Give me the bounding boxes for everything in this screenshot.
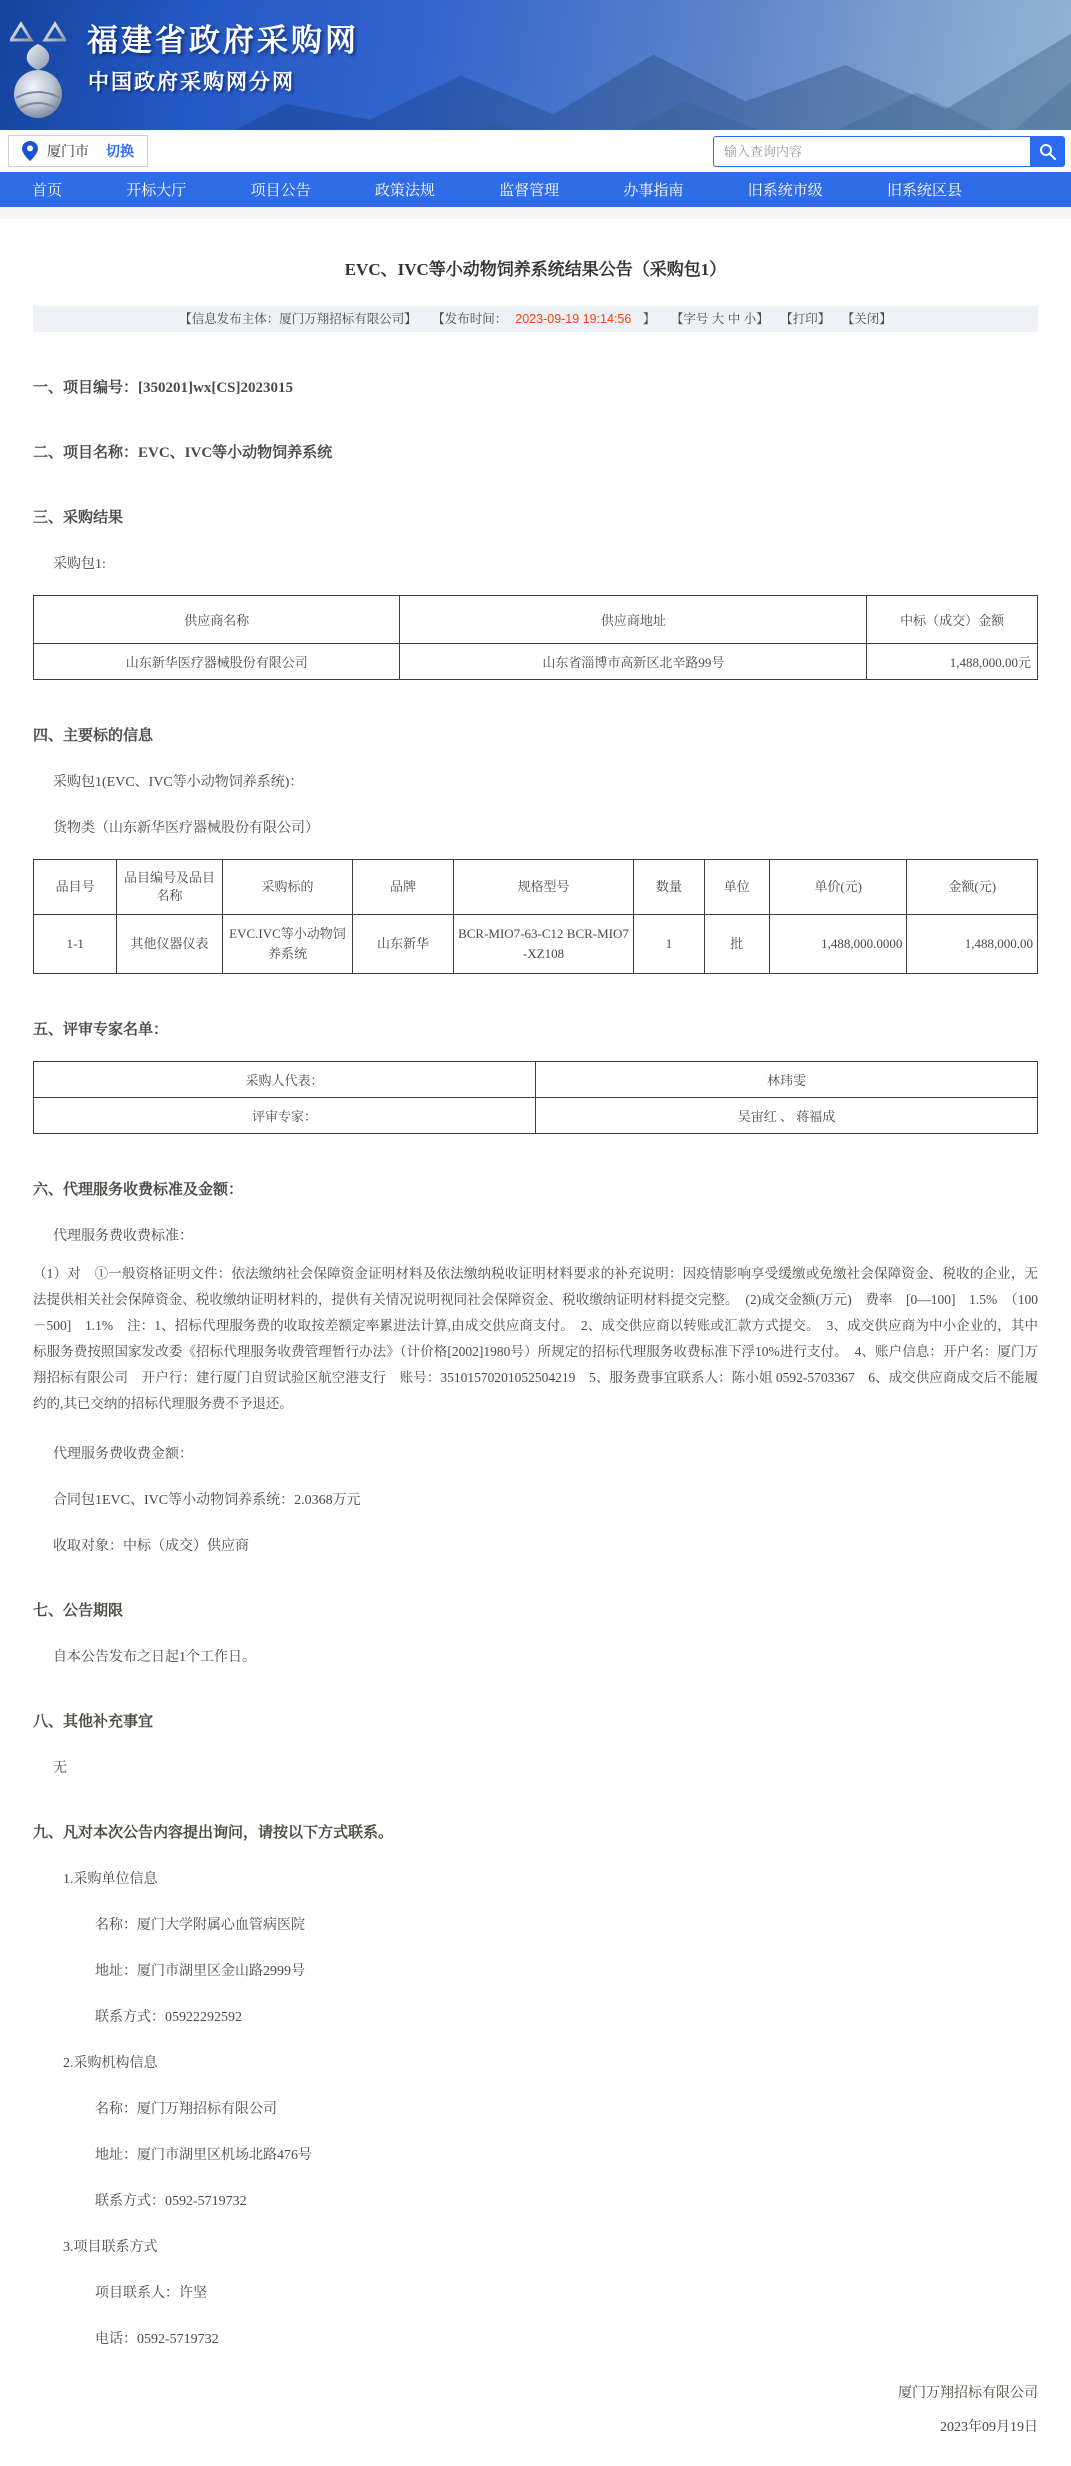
section-3-heading: 三、采购结果 — [33, 510, 124, 526]
print-button[interactable]: 【打印】 — [780, 312, 831, 326]
supplier-name-cell: 山东新华医疗器械股份有限公司 — [34, 644, 400, 680]
col-item-code-name: 品目编号及品目名称 — [117, 860, 222, 915]
contact-line: 地址：厦门市湖里区金山路2999号 — [95, 1964, 305, 1979]
subnav-strip — [0, 207, 1071, 219]
table-row — [34, 915, 1038, 974]
fee-amount-label: 代理服务费收费金额： — [53, 1447, 193, 1462]
signature-date: 2023年09月19日 — [940, 2420, 1038, 2435]
nav-item-bid-opening-hall[interactable]: 开标大厅 — [126, 182, 187, 199]
table-header-row — [34, 860, 1038, 915]
page-title: EVC、IVC等小动物饲养系统结果公告（采购包1） — [344, 260, 727, 279]
nav-item-supervision[interactable]: 监督管理 — [499, 182, 560, 199]
main-navigation — [0, 172, 1071, 207]
item-code-name-cell: 其他仪器仪表 — [117, 915, 222, 974]
close-button[interactable]: 【关闭】 — [841, 312, 892, 326]
section-7-heading: 七、公告期限 — [33, 1603, 124, 1619]
table-row — [34, 1062, 1038, 1098]
section-2-project-name: 二、项目名称：EVC、IVC等小动物饲养系统 — [33, 445, 333, 461]
purchaser-rep-label-cell: 采购人代表： — [34, 1062, 536, 1098]
table-header-row — [34, 596, 1038, 644]
scales-emblem-icon — [10, 6, 66, 126]
current-city-label: 厦门市 — [47, 143, 89, 159]
location-selector — [8, 135, 148, 167]
publisher-label: 【信息发布主体：厦门万翔招标有限公司】 — [179, 312, 417, 326]
table-row — [34, 1098, 1038, 1134]
site-title: 福建省政府采购网 — [87, 23, 359, 58]
col-award-amount: 中标（成交）金额 — [867, 596, 1038, 644]
switch-city-link[interactable]: 切换 — [106, 143, 134, 159]
spec-model-cell: BCR-MIO7-63-C12 BCR-MIO7-XZ108 — [453, 915, 634, 974]
col-brand: 品牌 — [353, 860, 453, 915]
item-no-cell: 1-1 — [34, 915, 117, 974]
nav-item-old-system-district[interactable]: 旧系统区县 — [886, 182, 962, 199]
package-label: 采购包1: — [53, 557, 106, 572]
contact-line: 电话：0592-5719732 — [95, 2332, 219, 2347]
nav-item-home[interactable]: 首页 — [32, 182, 63, 199]
contact-block-1-heading: 1.采购单位信息 — [63, 1872, 158, 1887]
fee-standard-paragraph: （1）对 ①一般资格证明文件：依法缴纳社会保障资金证明材料及依法缴纳税收证明材料要求的补充说明：因疫情影响享受缓缴或免缴社会保障资金、税收的企业，无法提供相关社会保障资金、税收缴纳证明材料的，提供有关情况说明视同社会保障资金、税收缴纳证明材料提交完整。 (2)成交金额(万元) 费率 [0—100] 1.5% （100－500] 1.1% 注：1、招标代理服务费的收取按差额定率累进法计算,由成交供应商支付。 2、成交供应商以转账或汇款方式提交。 3、成交供应商为中小企业的，其中标服务费按照国家发改委《招标代理服务收费管理暂行办法》（计价格[2002]1980号）所规定的招标代理服务收费标准下浮10%进行支付。 4、账户信息：开户名：厦门万翔招标有限公司 开户行：建行厦门自贸试验区航空港支行 账号：35101570201052504219 5、服务费事宜联系人：陈小姐 0592-5703367 6、成交供应商成交后不能履约的,其已交纳的招标代理服务费不予退还。 — [33, 1266, 1038, 1411]
toolbar — [0, 130, 1071, 172]
unit-price-cell: 1,488,000.0000 — [769, 915, 907, 974]
contact-line: 名称：厦门大学附属心血管病医院 — [95, 1918, 305, 1933]
experts-table — [33, 1061, 1038, 1134]
nav-item-service-guide[interactable]: 办事指南 — [623, 182, 684, 199]
award-amount-cell: 1,488,000.00元 — [867, 644, 1038, 680]
brand-cell: 山东新华 — [353, 915, 453, 974]
supplier-result-table — [33, 595, 1038, 680]
unit-cell: 批 — [704, 915, 769, 974]
search-button[interactable] — [1030, 136, 1065, 167]
search-icon — [1039, 143, 1056, 160]
contact-line: 名称：厦门万翔招标有限公司 — [95, 2102, 277, 2117]
signature-organization: 厦门万翔招标有限公司 — [898, 2386, 1038, 2401]
col-supplier-name: 供应商名称 — [34, 596, 400, 644]
nav-item-project-announcements[interactable]: 项目公告 — [250, 182, 311, 199]
fee-target-line: 收取对象：中标（成交）供应商 — [53, 1539, 249, 1554]
section-5-heading: 五、评审专家名单： — [33, 1022, 169, 1038]
contact-line: 联系方式：0592-5719732 — [95, 2194, 247, 2209]
contact-line: 项目联系人：许坚 — [95, 2286, 207, 2301]
announcement-document — [0, 255, 1071, 2466]
col-item-no: 品目号 — [34, 860, 117, 915]
col-amount: 金额(元) — [907, 860, 1038, 915]
section-4-goods-line: 货物类（山东新华医疗器械股份有限公司） — [53, 821, 319, 836]
col-spec-model: 规格型号 — [453, 860, 634, 915]
contact-block-3-heading: 3.项目联系方式 — [63, 2240, 158, 2255]
section-8-heading: 八、其他补充事宜 — [33, 1714, 154, 1730]
contact-block-2-heading: 2.采购机构信息 — [63, 2056, 158, 2071]
search-bar — [713, 136, 1065, 167]
search-input[interactable] — [713, 136, 1030, 167]
section-4-heading: 四、主要标的信息 — [33, 728, 154, 744]
section-8-body: 无 — [53, 1761, 67, 1776]
publish-time: 2023-09-19 19:14:56 — [515, 312, 632, 326]
amount-cell: 1,488,000.00 — [907, 915, 1038, 974]
section-4-package-line: 采购包1(EVC、IVC等小动物饲养系统)： — [53, 775, 304, 790]
col-unit: 单位 — [704, 860, 769, 915]
nav-item-policies[interactable]: 政策法规 — [374, 182, 435, 199]
font-size-control[interactable]: 【字号 大 中 小】 — [670, 312, 769, 326]
section-9-heading: 九、凡对本次公告内容提出询问，请按以下方式联系。 — [33, 1825, 394, 1841]
contact-line: 地址：厦门市湖里区机场北路476号 — [95, 2148, 312, 2163]
fee-amount-line: 合同包1EVC、IVC等小动物饲养系统：2.0368万元 — [53, 1493, 361, 1508]
col-quantity: 数量 — [634, 860, 704, 915]
col-unit-price: 单价(元) — [769, 860, 907, 915]
experts-names-cell: 吴宙红 、 蒋福成 — [536, 1098, 1038, 1134]
supplier-address-cell: 山东省淄博市高新区北辛路99号 — [400, 644, 867, 680]
quantity-cell: 1 — [634, 915, 704, 974]
section-1-project-number: 一、项目编号：[350201]wx[CS]2023015 — [33, 380, 293, 396]
section-7-body: 自本公告发布之日起1个工作日。 — [53, 1650, 256, 1665]
purchaser-rep-name-cell: 林玮雯 — [536, 1062, 1038, 1098]
col-procurement-target: 采购标的 — [222, 860, 353, 915]
publish-time-group: 【发布时间： 2023-09-19 19:14:56 】 — [432, 312, 656, 326]
site-subtitle: 中国政府采购网分网 — [88, 71, 295, 94]
experts-label-cell: 评审专家： — [34, 1098, 536, 1134]
nav-item-old-system-city[interactable]: 旧系统市级 — [747, 182, 823, 199]
table-row — [34, 644, 1038, 680]
fee-standard-label: 代理服务费收费标准： — [53, 1229, 193, 1244]
contact-line: 联系方式：05922292592 — [95, 2010, 242, 2025]
section-6-heading: 六、代理服务收费标准及金额： — [33, 1182, 244, 1198]
meta-bar — [33, 306, 1038, 332]
bid-items-table — [33, 859, 1038, 974]
procurement-target-cell: EVC.IVC等小动物饲养系统 — [222, 915, 353, 974]
location-pin-icon — [22, 141, 38, 161]
site-header — [0, 0, 1071, 130]
col-supplier-address: 供应商地址 — [400, 596, 867, 644]
